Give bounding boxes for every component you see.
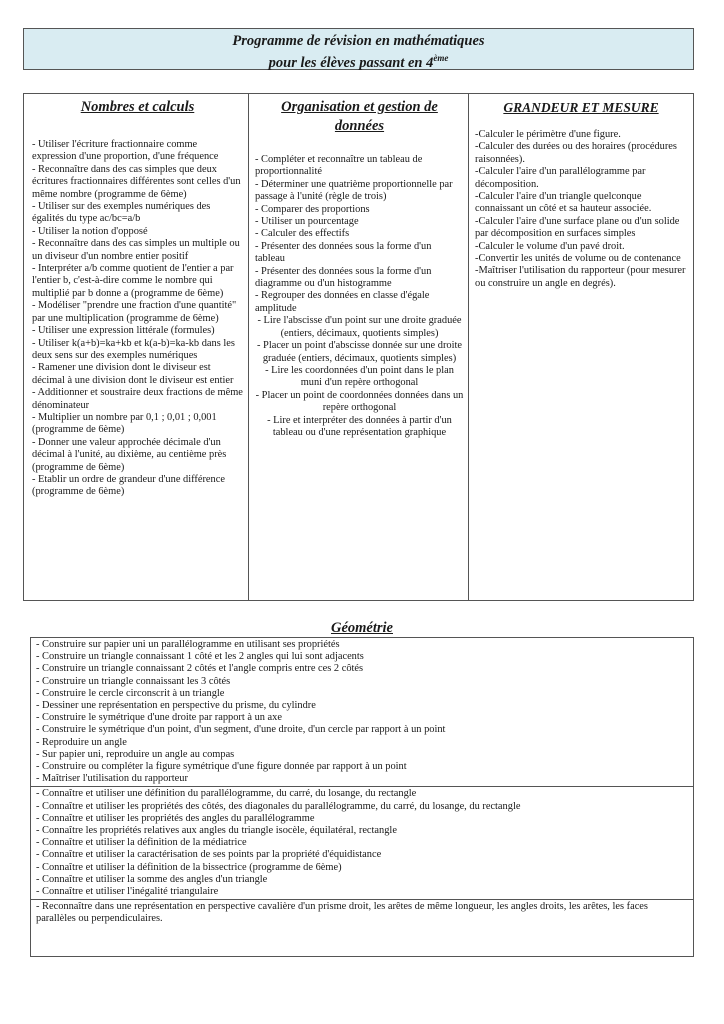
list-item: -Calculer le volume d'un pavé droit. [475, 240, 625, 252]
geometry-item: - Connaître et utiliser la caractérisation de ses points par la propriété d'équidistance [36, 849, 382, 861]
list-item: - Reconnaître dans des cas simples un multiple ou un diviseur d'un nombre entier positif [32, 238, 240, 262]
geometry-block-perspective [31, 899, 693, 926]
geometry-item: - Dessiner une représentation en perspective du prisme, du cylindre [36, 700, 316, 712]
geometry-item: - Connaître et utiliser les propriétés des côtés, des diagonales du parallélogramme, du carré, du losange, du rectangle [36, 800, 521, 812]
list-item: - Compléter et reconnaître un tableau de proportionnalité [255, 154, 423, 178]
geometry-item: - Construire un triangle connaissant 1 côté et les 2 angles qui lui sont adjacents [36, 651, 364, 663]
list-item: - Lire et interpréter des données à partir d'un tableau ou d'une représentation graphique [267, 414, 452, 438]
list-item: - Utiliser l'écriture fractionnaire comme expression d'une proportion, d'une fréquence [32, 139, 219, 163]
geometry-item: - Construire un triangle connaissant 2 côtés et l'angle compris entre ces 2 côtés [36, 663, 364, 675]
list-item: - Placer un point de coordonnées données dans un repère orthogonal [255, 389, 464, 414]
list-item: - Regrouper des données en classe d'égale amplitude [255, 290, 430, 314]
list-item: - Reconnaître dans des cas simples que deux écritures fractionnaires différentes sont celles d'un même nombre (programme de 6ème) [32, 163, 241, 200]
geometry-item: - Reproduire un angle [36, 736, 127, 748]
list-item: - Déterminer une quatrième proportionnelle par passage à l'unité (règle de trois) [255, 178, 453, 203]
list-item: - Utiliser un pourcentage [255, 216, 359, 228]
geometry-item: - Construire un triangle connaissant les 3 côtés [36, 675, 231, 687]
geometry-block-constructions [31, 638, 693, 786]
geometry-item: - Construire le symétrique d'un point, d'un segment, d'une droite, d'un cercle par rapport à un point [36, 724, 446, 736]
list-item: -Convertir les unités de volume ou de contenance [475, 253, 681, 265]
column-nombres-calculs [24, 94, 249, 600]
list-item: -Calculer le périmètre d'une figure. [475, 129, 621, 140]
list-item: - Additionner et soustraire deux fractions de même dénominateur [32, 387, 243, 411]
title-line-1: Programme de révision en mathématiques [232, 33, 485, 49]
geometry-item: - Construire sur papier uni un parallélogramme en utilisant ses propriétés [36, 639, 340, 650]
list-item: - Utiliser sur des exemples numériques des égalités du type ac/bc=a/b [32, 201, 211, 225]
list-item: - Utiliser k(a+b)=ka+kb et k(a-b)=ka-kb dans les deux sens sur des exemples numériques [32, 337, 235, 361]
title-line-2 [24, 50, 693, 72]
list-item: - Placer un point d'abscisse donnée sur une droite graduée (entiers, décimaux, quotients simples) [256, 340, 462, 364]
geometry-heading: Géométrie [330, 620, 393, 636]
column-heading: Nombres et calculs [80, 99, 195, 115]
list-item: - Modéliser "prendre une fraction d'une quantité" par une multiplication (programme de 6ème) [32, 300, 237, 324]
list-item: - Ramener une division dont le diviseur est décimal à une division dont le diviseur est entier [32, 362, 234, 386]
list-item: -Calculer des durées ou des horaires (procédures raisonnées). [475, 141, 677, 165]
list-item: -Calculer l'aire d'un triangle quelconque connaissant un côté et sa hauteur associée. [475, 191, 652, 215]
list-item: - Donner une valeur approchée décimale d'un décimal à l'unité, au dixième, au centième près (programme de 6ème) [32, 436, 227, 473]
list-item: - Etablir un ordre de grandeur d'une différence (programme de 6ème) [32, 473, 225, 498]
geometry-item: - Connaître les propriétés relatives aux angles du triangle isocèle, équilatéral, rectangle [36, 825, 397, 837]
geometry-item: - Connaître et utiliser une définition du parallélogramme, du carré, du losange, du rectangle [36, 788, 417, 800]
list-item: -Calculer l'aire d'une surface plane ou d'un solide par décomposition en surfaces simples [475, 215, 680, 240]
item-list [475, 129, 687, 290]
list-item: - Lire les coordonnées d'un point dans le plan muni d'un repère orthogonal [265, 364, 454, 389]
column-grandeur-mesure [469, 94, 693, 600]
list-item: - Utiliser une expression littérale (formules) [32, 325, 215, 337]
item-list [32, 139, 243, 499]
geometry-item: - Reconnaître dans une représentation en perspective cavalière d'un prisme droit, les arêtes de même longueur, les angles droits, les arêtes, les faces parallèles ou perpendiculaires. [36, 901, 648, 925]
geometry-item: - Construire le cercle circonscrit à un triangle [36, 687, 225, 699]
list-item: - Comparer des proportions [255, 203, 370, 215]
list-item: - Présenter des données sous la forme d'un diagramme ou d'un histogramme [255, 265, 432, 290]
geometry-item: - Construire ou compléter la figure symétrique d'une figure donnée par rapport à un point [36, 761, 407, 773]
list-item: - Lire l'abscisse d'un point sur une droite graduée (entiers, décimaux, quotients simples) [257, 315, 462, 339]
geometry-block-properties [31, 786, 693, 899]
geometry-item: - Connaître et utiliser la définition de la bissectrice (programme de 6ème) [36, 861, 342, 873]
centered-item-list [255, 315, 464, 439]
list-item: - Multiplier un nombre par 0,1 ; 0,01 ; 0,001 (programme de 6ème) [32, 411, 217, 436]
column-organisation-donnees [249, 94, 469, 600]
geometry-item: - Connaître et utiliser la définition de la médiatrice [36, 837, 247, 849]
geometry-table [30, 637, 694, 957]
list-item: - Utiliser la notion d'opposé [32, 225, 148, 237]
geometry-item: - Sur papier uni, reproduire un angle au compas [36, 748, 235, 760]
title-superscript: ème [433, 53, 449, 63]
geometry-item: - Connaître et utiliser l'inégalité triangulaire [36, 886, 219, 898]
list-item: - Interpréter a/b comme quotient de l'entier a par l'entier b, c'est-à-dire comme le nombre qui multiplié par b donne a (programme de 6ème) [32, 263, 234, 299]
title-box [23, 28, 694, 70]
geometry-item: - Maîtriser l'utilisation du rapporteur [36, 773, 188, 785]
geometry-item: - Construire le symétrique d'une droite par rapport à un axe [36, 712, 282, 724]
geometry-item: - Connaître et utiliser la somme des angles d'un triangle [36, 873, 268, 885]
title-line-2-text: pour les élèves passant en 4 [268, 54, 434, 71]
list-item: -Calculer l'aire d'un parallélogramme par décomposition. [475, 166, 646, 190]
columns-table [23, 93, 694, 601]
column-heading: Organisation et gestion de données [281, 99, 438, 134]
list-item: -Maîtriser l'utilisation du rapporteur (pour mesurer ou construire un angle en degrés). [475, 265, 686, 289]
column-heading: GRANDEUR ET MESURE [503, 100, 659, 115]
list-item: - Calculer des effectifs [255, 228, 350, 240]
list-item: - Présenter des données sous la forme d'un tableau [255, 240, 432, 265]
item-list [255, 154, 464, 315]
geometry-item: - Connaître et utiliser les propriétés des angles du parallélogramme [36, 812, 315, 824]
